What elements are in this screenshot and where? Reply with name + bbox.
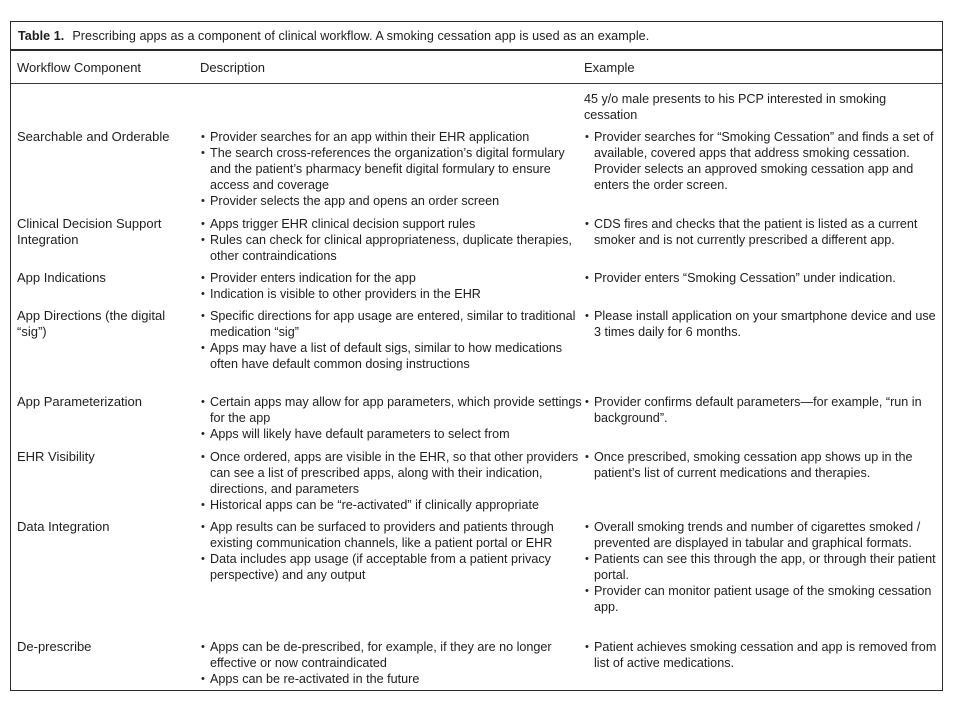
description-item: • Specific directions for app usage are entered, similar to traditional medication “sig” bbox=[200, 308, 585, 340]
description-item: • Certain apps may allow for app parameters, which provide settings for the app bbox=[200, 394, 585, 426]
row-example bbox=[584, 129, 939, 193]
example-item: • Patients can see this through the app, or through their patient portal. bbox=[584, 551, 939, 583]
table-frame bbox=[10, 21, 943, 691]
row-example bbox=[584, 394, 939, 426]
example-item: • Provider confirms default parameters—for example, “run in background”. bbox=[584, 394, 939, 426]
description-item: • Provider enters indication for the app bbox=[200, 270, 585, 286]
description-item: • Apps can be de-prescribed, for example, if they are no longer effective or now contraindicated bbox=[200, 639, 585, 671]
row-component: App Indications bbox=[17, 270, 106, 285]
row-component: Clinical Decision Support Integration bbox=[17, 216, 162, 247]
example-item: • Provider enters “Smoking Cessation” under indication. bbox=[584, 270, 939, 286]
description-item: • Historical apps can be “re-activated” if clinically appropriate bbox=[200, 497, 585, 513]
row-example bbox=[584, 519, 939, 615]
description-item: • Provider selects the app and opens an order screen bbox=[200, 193, 585, 209]
header-example: Example bbox=[584, 60, 635, 75]
row-example bbox=[584, 449, 939, 481]
example-item: • CDS fires and checks that the patient is listed as a current smoker and is not currently prescribed a different app. bbox=[584, 216, 939, 248]
row-description bbox=[200, 216, 585, 264]
description-item: • Once ordered, apps are visible in the EHR, so that other providers can see a list of prescribed apps, along with their indication, directions, and parameters bbox=[200, 449, 585, 497]
table-label: Table 1. bbox=[18, 29, 65, 43]
description-item: • Provider searches for an app within their EHR application bbox=[200, 129, 585, 145]
table-caption bbox=[18, 29, 649, 43]
row-description bbox=[200, 639, 585, 687]
description-item: • Indication is visible to other providers in the EHR bbox=[200, 286, 585, 302]
row-example bbox=[584, 308, 939, 340]
header-workflow-component: Workflow Component bbox=[17, 60, 142, 75]
row-component: App Directions (the digital “sig”) bbox=[17, 308, 166, 339]
header-bottom-rule bbox=[11, 83, 942, 84]
header-description: Description bbox=[200, 60, 266, 75]
example-item: • Provider can monitor patient usage of the smoking cessation app. bbox=[584, 583, 939, 615]
row-example bbox=[584, 270, 939, 286]
description-item: • App results can be surfaced to providers and patients through existing communication channels, like a patient portal or EHR bbox=[200, 519, 585, 551]
row-example bbox=[584, 639, 939, 671]
example-item: • Once prescribed, smoking cessation app shows up in the patient’s list of current medications and therapies. bbox=[584, 449, 939, 481]
description-item: • Data includes app usage (if acceptable from a patient privacy perspective) and any output bbox=[200, 551, 585, 583]
row-description bbox=[200, 449, 585, 513]
table-caption-text: Prescribing apps as a component of clinical workflow. A smoking cessation app is used as an example. bbox=[72, 29, 650, 43]
example-item: • Please install application on your smartphone device and use 3 times daily for 6 months. bbox=[584, 308, 939, 340]
row-component: Searchable and Orderable bbox=[17, 129, 170, 144]
row-component: De-prescribe bbox=[17, 639, 92, 654]
description-item: • Apps can be re-activated in the future bbox=[200, 671, 585, 687]
row-example bbox=[584, 216, 939, 248]
description-item: • Rules can check for clinical appropriateness, duplicate therapies, other contraindications bbox=[200, 232, 585, 264]
example-item: • Patient achieves smoking cessation and app is removed from list of active medications. bbox=[584, 639, 939, 671]
header-top-rule bbox=[11, 49, 942, 51]
row-description bbox=[200, 308, 585, 372]
row-description bbox=[200, 270, 585, 302]
example-item: • Overall smoking trends and number of cigarettes smoked / prevented are displayed in tabular and graphical formats. bbox=[584, 519, 939, 551]
row-description bbox=[200, 519, 585, 583]
description-item: • The search cross-references the organization’s digital formulary and the patient’s pharmacy benefit digital formulary to ensure access and coverage bbox=[200, 145, 585, 193]
row-description bbox=[200, 129, 585, 209]
description-item: • Apps may have a list of default sigs, similar to how medications often have default common dosing instructions bbox=[200, 340, 585, 372]
description-item: • Apps trigger EHR clinical decision support rules bbox=[200, 216, 585, 232]
row-component: App Parameterization bbox=[17, 394, 143, 409]
row-description bbox=[200, 394, 585, 442]
row-component: EHR Visibility bbox=[17, 449, 95, 464]
row-component: Data Integration bbox=[17, 519, 110, 534]
intro-example: 45 y/o male presents to his PCP interested in smoking cessation bbox=[584, 92, 887, 122]
example-item: • Provider searches for “Smoking Cessation” and finds a set of available, covered apps that address smoking cessation. Provider selects an approved smoking cessation app and enters the order screen. bbox=[584, 129, 939, 193]
description-item: • Apps will likely have default parameters to select from bbox=[200, 426, 585, 442]
